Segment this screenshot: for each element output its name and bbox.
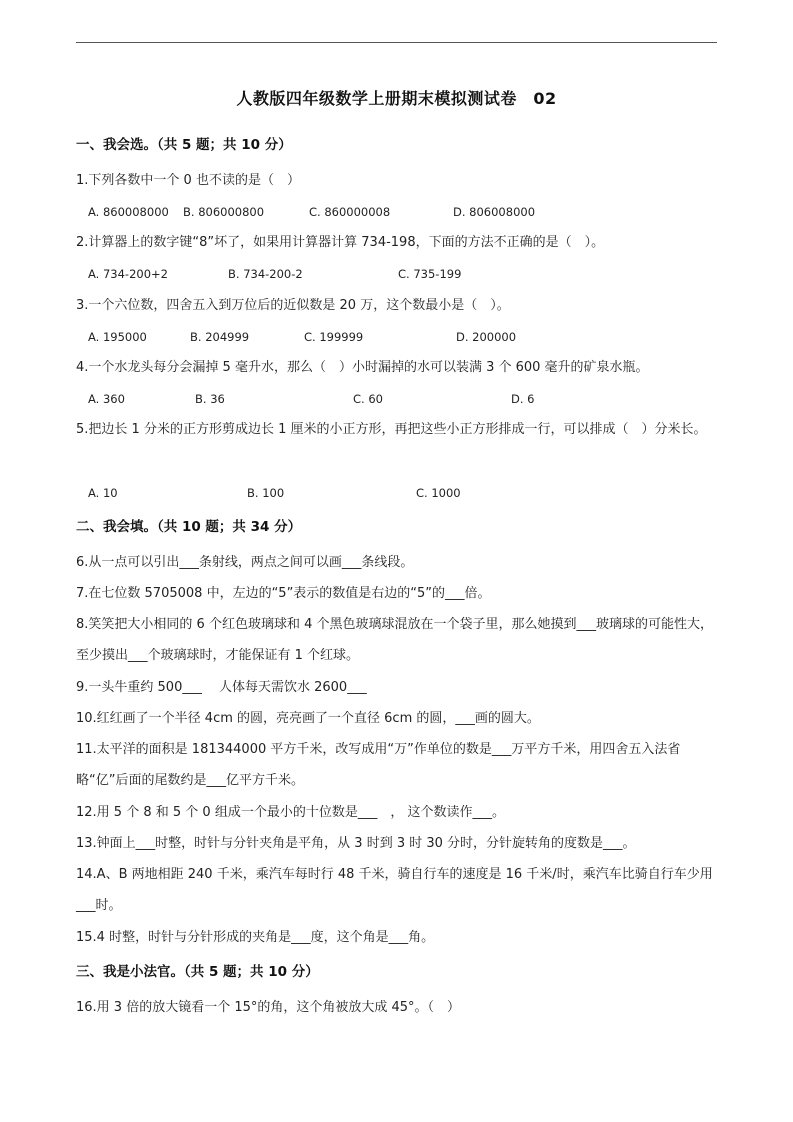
options-q4 [88,392,708,408]
options-q1 [88,205,708,221]
question-3: 3.一个六位数，四舍五入到万位后的近似数是 20 万，这个数最小是（ ）。 [76,298,510,313]
option-b: B. 100 [247,486,285,500]
question-10: 10.红红画了一个半径 4cm 的圆，亮亮画了一个直径 6cm 的圆，___画的圆大。 [76,711,540,726]
option-d: D. 6 [511,392,535,406]
option-a: A. 734-200+2 [88,267,168,281]
options-q2 [88,267,708,283]
option-c: C. 735-199 [398,267,462,281]
option-a: A. 860008000 [88,205,169,219]
question-9: 9.一头牛重约 500___ 人体每天需饮水 2600___ [76,680,367,695]
option-c: C. 860000008 [309,205,391,219]
option-d: D. 806008000 [453,205,536,219]
question-4: 4.一个水龙头每分会漏掉 5 毫升水，那么（ ）小时漏掉的水可以装满 3 个 600 毫升的矿泉水瓶。 [76,360,649,375]
option-a: A. 360 [88,392,125,406]
question-12: 12.用 5 个 8 和 5 个 0 组成一个最小的十位数是___ ， 这个数读作___。 [76,805,505,820]
options-q5 [88,486,708,502]
option-c: C. 60 [353,392,383,406]
question-8: 8.笑笑把大小相同的 6 个红色玻璃球和 4 个黑色玻璃球混放在一个袋子里，那么她摸到___玻璃球的可能性大，至少摸出___个玻璃球时，才能保证有 1 个红球。 [76,617,713,663]
question-5: 5.把边长 1 分米的正方形剪成边长 1 厘米的小正方形，再把这些小正方形排成一行，可以排成（ ）分米长。 [76,422,707,437]
option-d: D. 200000 [456,330,517,344]
question-6: 6.从一点可以引出___条射线，两点之间可以画___条线段。 [76,555,414,570]
question-2: 2.计算器上的数字键“8”坏了，如果用计算器计算 734-198，下面的方法不正确的是（ ）。 [76,235,605,250]
option-b: B. 204999 [190,330,250,344]
option-a: A. 10 [88,486,118,500]
question-7: 7.在七位数 5705008 中，左边的“5”表示的数值是右边的“5”的___倍。 [76,586,491,601]
question-14: 14.A、B 两地相距 240 千米，乘汽车每时行 48 千米，骑自行车的速度是 16 千米/时，乘汽车比骑自行车少用___时。 [76,867,713,913]
section-heading-fill: 二、我会填。（共 10 题；共 34 分） [76,519,302,535]
question-16: 16.用 3 倍的放大镜看一个 15°的角，这个角被放大成 45°。（ ） [76,1000,461,1015]
question-11: 11.太平洋的面积是 181344000 平方千米，改写成用“万”作单位的数是___万平方千米，用四舍五入法省略“亿”后面的尾数约是___亿平方千米。 [76,742,681,788]
header-rule [76,42,717,43]
option-c: C. 1000 [416,486,461,500]
question-13: 13.钟面上___时整，时针与分针夹角是平角，从 3 时到 3 时 30 分时，分针旋转角的度数是___。 [76,836,636,851]
option-c: C. 199999 [304,330,364,344]
option-b: B. 36 [195,392,225,406]
section-heading-choice: 一、我会选。（共 5 题；共 10 分） [76,137,292,153]
page-title: 人教版四年级数学上册期末模拟测试卷 02 [236,89,557,108]
option-a: A. 195000 [88,330,147,344]
option-b: B. 734-200-2 [228,267,303,281]
question-1: 1.下列各数中一个 0 也不读的是（ ） [76,173,300,188]
option-b: B. 806000800 [183,205,265,219]
options-q3 [88,330,708,346]
question-15: 15.4 时整，时针与分针形成的夹角是___度，这个角是___角。 [76,930,435,945]
section-heading-judge: 三、我是小法官。（共 5 题；共 10 分） [76,964,319,980]
